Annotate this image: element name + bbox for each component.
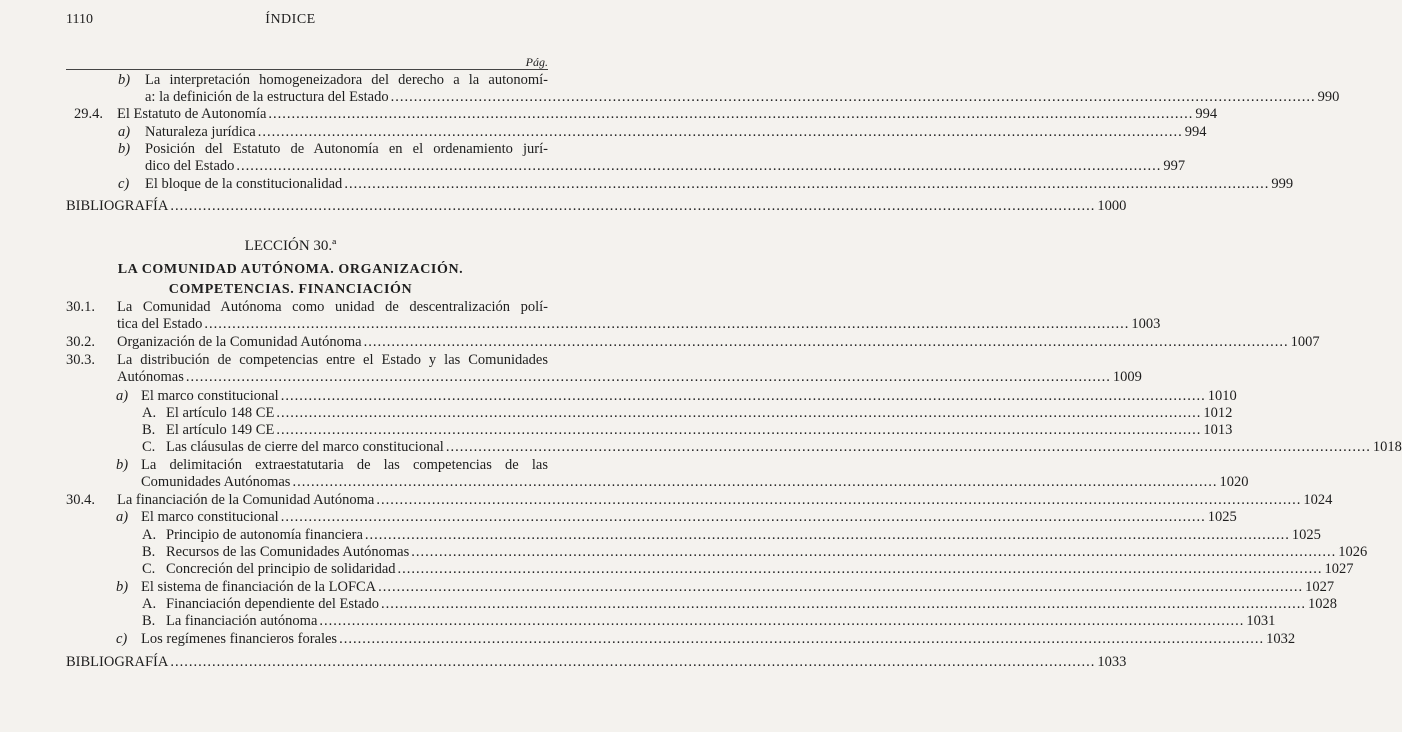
entry-text: Las cláusulas de cierre del marco constitucional [166, 439, 444, 455]
entry-page: 1000 [1097, 198, 1127, 214]
page-number: 1110 [66, 12, 93, 27]
dot-leader: ........................................................................................................................................................................................................ [268, 106, 1194, 122]
entry-marker: b) [118, 141, 131, 157]
entry-text: El Estatuto de Autonomía [117, 106, 267, 122]
entry-leader-line [166, 405, 1233, 422]
entry-leader-line [66, 654, 1127, 671]
entry-text: El marco constitucional [141, 509, 279, 525]
entry-text: La financiación de la Comunidad Autónoma [117, 492, 375, 508]
dot-leader: ........................................................................................................................................................................................................ [292, 474, 1218, 490]
entry-text: Naturaleza jurídica [145, 124, 256, 140]
entry-marker: b) [118, 72, 131, 88]
dot-leader: ........................................................................................................................................................................................................ [280, 388, 1206, 404]
dot-leader: ........................................................................................................................................................................................................ [378, 579, 1304, 595]
entry-leader-line [145, 89, 1340, 106]
entry-leader-line [145, 176, 1294, 193]
dot-leader: ........................................................................................................................................................................................................ [280, 509, 1206, 525]
dot-leader: ........................................................................................................................................................................................................ [236, 158, 1162, 174]
entry-leader-line [145, 158, 1186, 175]
entry-page: 1031 [1246, 613, 1276, 629]
entry-leader-line [141, 631, 1296, 648]
dot-leader: ........................................................................................................................................................................................................ [276, 405, 1202, 421]
lesson-title-line-2: COMPETENCIAS. FINANCIACIÓN [168, 282, 413, 297]
entry-page: 1028 [1308, 596, 1337, 612]
dot-leader: ........................................................................................................................................................................................................ [397, 561, 1323, 577]
entry-marker: b) [116, 579, 129, 595]
entry-text-line-2: Autónomas [117, 369, 184, 385]
entry-page: 1026 [1338, 544, 1368, 560]
entry-leader-line [166, 613, 1276, 630]
entry-page: 990 [1317, 89, 1340, 105]
entry-leader-line [166, 422, 1233, 439]
entry-page: 994 [1184, 124, 1207, 140]
entry-marker: a) [116, 509, 129, 525]
lesson-title [0, 260, 581, 300]
dot-leader: ........................................................................................................................................................................................................ [381, 596, 1306, 612]
entry-text: Concreción del principio de solidaridad [166, 561, 396, 577]
running-title: ÍNDICE [265, 12, 316, 27]
entry-page: 1010 [1207, 388, 1237, 404]
entry-marker: A. [142, 527, 157, 543]
lesson-label: LECCIÓN 30.ª [244, 238, 337, 254]
entry-leader-line [141, 388, 1237, 405]
entry-marker: c) [118, 176, 130, 192]
entry-leader-line [166, 561, 1354, 578]
entry-text: Organización de la Comunidad Autónoma [117, 334, 362, 350]
entry-page: 1007 [1290, 334, 1320, 350]
entry-page: 1013 [1203, 422, 1233, 438]
entry-marker: B. [142, 422, 156, 438]
entry-leader-line [117, 106, 1218, 123]
dot-leader: ........................................................................................................................................................................................................ [411, 544, 1337, 560]
entry-text: El artículo 148 CE [166, 405, 275, 421]
entry-marker: a) [118, 124, 131, 140]
entry-text-line-2: dico del Estado [145, 158, 235, 174]
entry-leader-line [166, 596, 1337, 613]
entry-marker: c) [116, 631, 128, 647]
entry-leader-line [141, 509, 1237, 526]
entry-marker: a) [116, 388, 129, 404]
entry-text: El bloque de la constitucionalidad [145, 176, 343, 192]
dot-leader: ........................................................................................................................................................................................................ [344, 176, 1270, 192]
entry-marker: A. [142, 405, 157, 421]
entry-text-line-2: tica del Estado [117, 316, 203, 332]
entry-page: 1025 [1291, 527, 1321, 543]
header-rule [66, 69, 548, 70]
entry-marker: C. [142, 439, 156, 455]
entry-marker: A. [142, 596, 157, 612]
entry-page: 999 [1271, 176, 1294, 192]
entry-page: 1024 [1303, 492, 1333, 508]
entry-text-line-1: La distribución de competencias entre el Estado y las Comunidades [117, 352, 548, 368]
entry-page: 1018 [1372, 439, 1402, 455]
entry-leader-line [166, 439, 1402, 456]
entry-page: 1032 [1266, 631, 1296, 647]
entry-page: 1009 [1112, 369, 1142, 385]
entry-page: 1027 [1324, 561, 1354, 577]
entry-page: 1020 [1219, 474, 1249, 490]
dot-leader: ........................................................................................................................................................................................................ [339, 631, 1265, 647]
entry-leader-line [117, 492, 1333, 509]
dot-leader: ........................................................................................................................................................................................................ [363, 334, 1289, 350]
entry-text-line-1: Posición del Estatuto de Autonomía en el ordenamiento jurí- [145, 141, 548, 157]
dot-leader: ........................................................................................................................................................................................................ [445, 439, 1371, 455]
entry-text: El artículo 149 CE [166, 422, 275, 438]
entry-leader-line [117, 316, 1161, 333]
entry-leader-line [145, 124, 1207, 141]
entry-leader-line [166, 544, 1368, 561]
dot-leader: ........................................................................................................................................................................................................ [257, 124, 1183, 140]
entry-number: 30.4. [66, 492, 95, 508]
entry-text-line-1: La interpretación homogeneizadora del derecho a la autonomí- [145, 72, 548, 88]
entry-text-line-2: a: la definición de la estructura del Estado [145, 89, 389, 105]
entry-number: 30.1. [66, 299, 95, 315]
entry-leader-line [141, 579, 1335, 596]
entry-text-line-1: La delimitación extraestatutaria de las competencias de las [141, 457, 548, 473]
entry-leader-line [66, 198, 1127, 215]
entry-leader-line [117, 369, 1142, 386]
dot-leader: ........................................................................................................................................................................................................ [204, 316, 1130, 332]
entry-text-line-1: La Comunidad Autónoma como unidad de descentralización polí- [117, 299, 548, 315]
entry-leader-line [141, 474, 1249, 491]
entry-text: La financiación autónoma [166, 613, 318, 629]
entry-text: BIBLIOGRAFÍA [66, 654, 169, 670]
entry-leader-line [166, 527, 1321, 544]
entry-text-line-2: Comunidades Autónomas [141, 474, 291, 490]
entry-number: 30.3. [66, 352, 95, 368]
dot-leader: ........................................................................................................................................................................................................ [185, 369, 1111, 385]
page-column-label: Pág. [525, 55, 548, 69]
entry-leader-line [117, 334, 1320, 351]
entry-text: Recursos de las Comunidades Autónomas [166, 544, 410, 560]
dot-leader: ........................................................................................................................................................................................................ [319, 613, 1245, 629]
entry-text: Financiación dependiente del Estado [166, 596, 379, 612]
entry-page: 997 [1163, 158, 1186, 174]
dot-leader: ........................................................................................................................................................................................................ [170, 654, 1096, 670]
entry-text: Los regímenes financieros forales [141, 631, 338, 647]
entry-text: BIBLIOGRAFÍA [66, 198, 169, 214]
entry-number: 29.4. [74, 106, 103, 122]
entry-page: 1033 [1097, 654, 1127, 670]
dot-leader: ........................................................................................................................................................................................................ [364, 527, 1290, 543]
entry-text: Principio de autonomía financiera [166, 527, 363, 543]
dot-leader: ........................................................................................................................................................................................................ [390, 89, 1316, 105]
dot-leader: ........................................................................................................................................................................................................ [276, 422, 1202, 438]
dot-leader: ........................................................................................................................................................................................................ [170, 198, 1096, 214]
entry-text: El marco constitucional [141, 388, 279, 404]
entry-page: 1003 [1131, 316, 1161, 332]
entry-marker: C. [142, 561, 156, 577]
entry-marker: B. [142, 544, 156, 560]
lesson-title-line-1: LA COMUNIDAD AUTÓNOMA. ORGANIZACIÓN. [117, 262, 464, 277]
entry-text: El sistema de financiación de la LOFCA [141, 579, 377, 595]
entry-page: 1025 [1207, 509, 1237, 525]
entry-page: 1027 [1305, 579, 1335, 595]
dot-leader: ........................................................................................................................................................................................................ [376, 492, 1302, 508]
page-header [0, 12, 581, 32]
entry-marker: B. [142, 613, 156, 629]
entry-page: 1012 [1203, 405, 1233, 421]
entry-number: 30.2. [66, 334, 95, 350]
entry-marker: b) [116, 457, 129, 473]
entry-page: 994 [1195, 106, 1218, 122]
